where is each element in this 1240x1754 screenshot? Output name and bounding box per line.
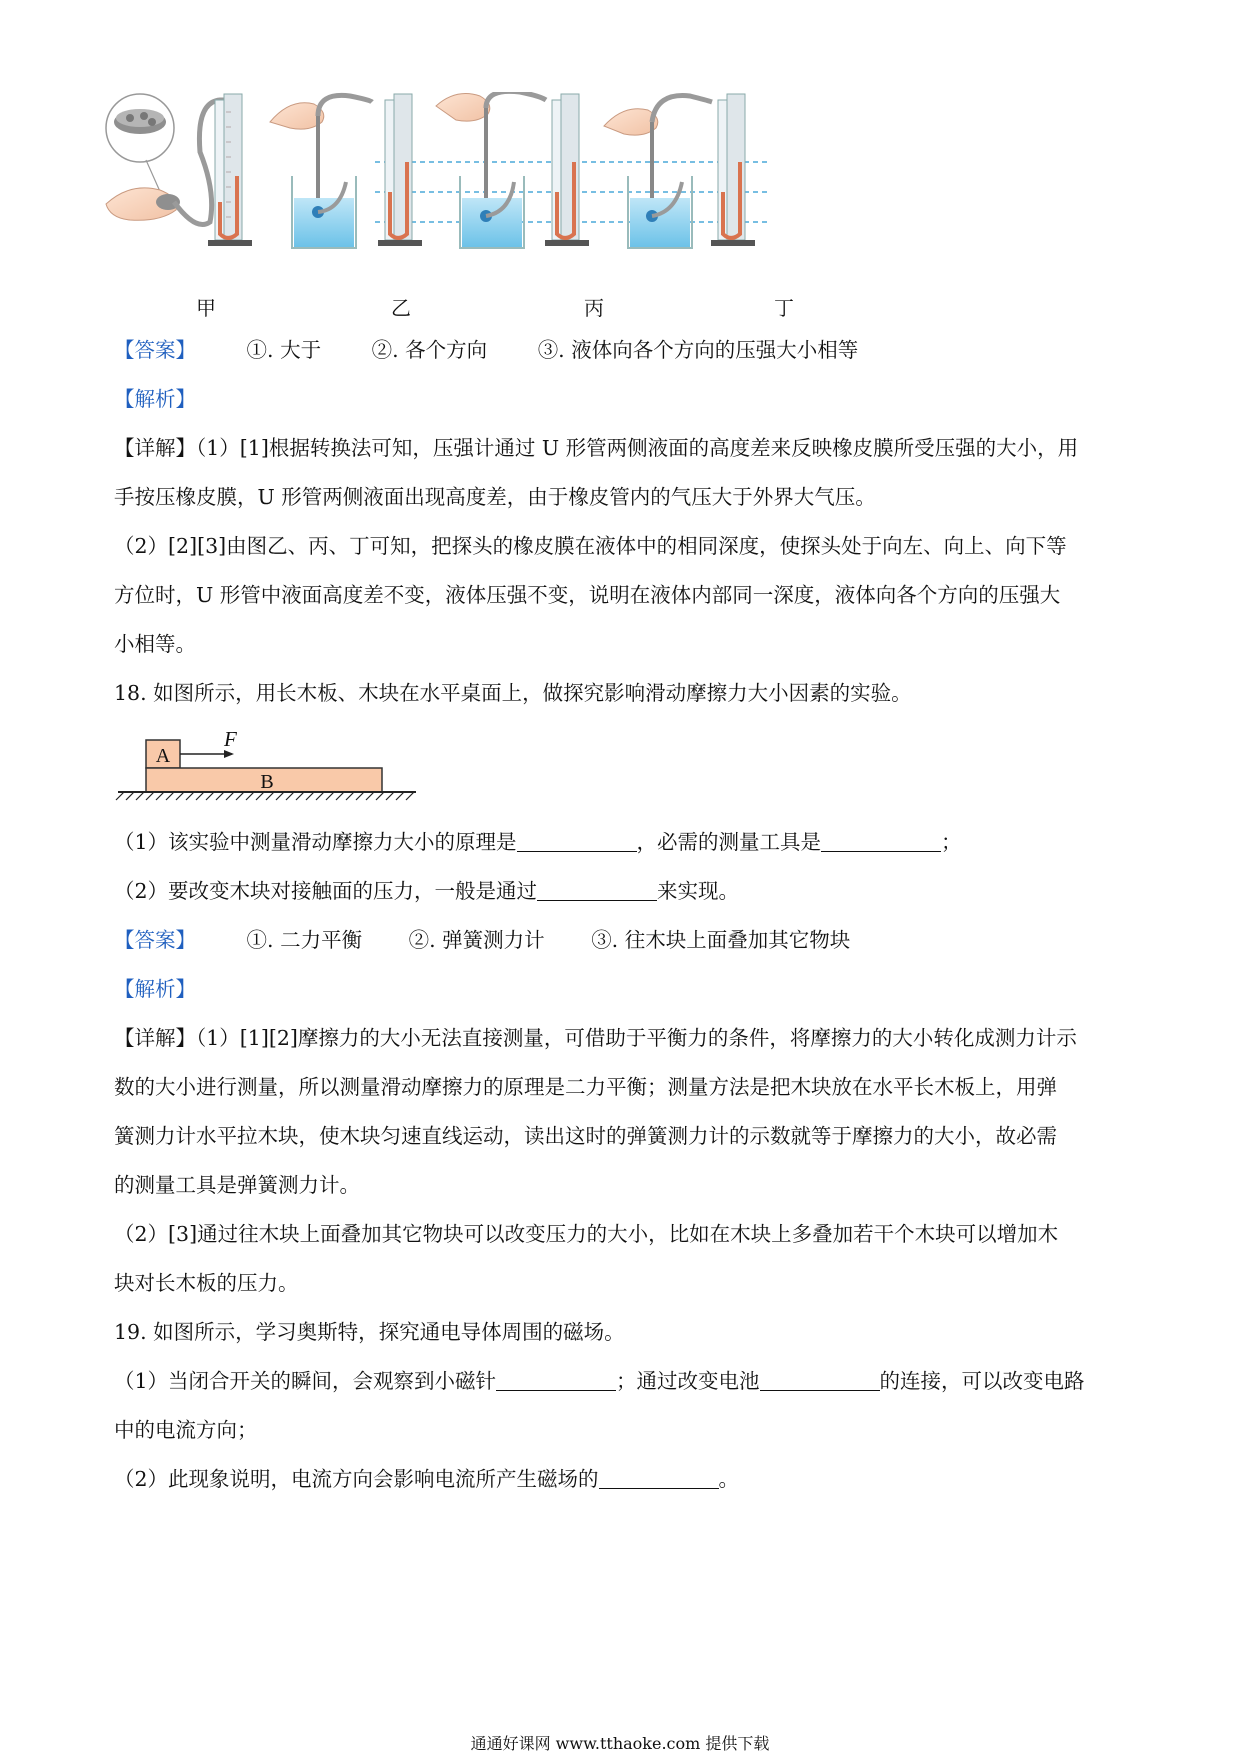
answer-tag: 【答案】 [114, 928, 196, 952]
q18-stem: 18. 如图所示，用长木板、木块在水平桌面上，做探究影响滑动摩擦力大小因素的实验。 [114, 681, 912, 705]
q17-answer-3: ③. 液体向各个方向的压强大小相等 [537, 338, 859, 362]
block-a-label: A [155, 745, 171, 767]
q17-answer-2: ②. 各个方向 [371, 338, 488, 362]
q17-detail-line-5: 小相等。 [114, 632, 196, 656]
setup-ding [604, 94, 755, 248]
q17-detail-line-4: 方位时，U 形管中液面高度差不变，液体压强不变，说明在液体内部同一深度，液体向各个方向的压强大 [114, 583, 1061, 607]
q17-answer-line [114, 338, 858, 362]
q18-detail-line-4: 的测量工具是弹簧测力计。 [114, 1173, 360, 1197]
page-footer: 通通好课网 www.tthaoke.com 提供下载 [470, 1734, 770, 1753]
answer-blank [537, 880, 657, 901]
setup-yi [270, 94, 422, 248]
friction-figure [112, 726, 422, 802]
q18-detail-line-6: 块对长木板的压力。 [114, 1271, 299, 1295]
q18-sub2: （2）要改变木块对接触面的压力，一般是通过 来实现。 [114, 879, 740, 903]
q18-answer-1: ①. 二力平衡 [246, 928, 363, 952]
detail-tag: 【详解】 [114, 1026, 196, 1050]
detail-tag: 【详解】 [114, 436, 196, 460]
answer-blank [517, 831, 637, 852]
pressure-gauge-figure [100, 92, 880, 292]
board-b-label: B [260, 771, 274, 793]
q18-answer-2: ②. 弹簧测力计 [408, 928, 545, 952]
q18-detail-line-3: 簧测力计水平拉木块，使木块匀速直线运动，读出这时的弹簧测力计的示数就等于摩擦力的大小，故必需 [114, 1124, 1057, 1148]
q17-detail-line-2: 手按压橡皮膜，U 形管两侧液面出现高度差，由于橡皮管内的气压大于外界大气压。 [114, 485, 876, 509]
q18-detail-line-1: 【详解】（1）[1][2]摩擦力的大小无法直接测量，可借助于平衡力的条件，将摩擦力的大小转化成测力计示 [114, 1026, 1077, 1050]
answer-blank [496, 1370, 616, 1391]
q19-sub1-cont: 中的电流方向； [114, 1418, 258, 1442]
figure-label-ding: 丁 [774, 296, 794, 320]
answer-tag: 【答案】 [114, 338, 196, 362]
q18-sub1: （1）该实验中测量滑动摩擦力大小的原理是 ，必需的测量工具是 ； [114, 830, 962, 854]
figure-label-bing: 丙 [584, 296, 604, 320]
setup-jia [106, 94, 252, 246]
q18-answer-line [114, 928, 850, 952]
answer-blank [760, 1370, 880, 1391]
q18-detail-line-5: （2）[3]通过往木块上面叠加其它物块可以改变压力的大小，比如在木块上多叠加若干个木块可以增加木 [114, 1222, 1059, 1246]
force-f-label: F [224, 727, 237, 751]
q19-sub2: （2）此现象说明，电流方向会影响电流所产生磁场的 。 [114, 1467, 740, 1491]
q19-sub1: （1）当闭合开关的瞬间，会观察到小磁针 ；通过改变电池 的连接，可以改变电路 [114, 1369, 1085, 1393]
q17-detail-line-3: （2）[2][3]由图乙、丙、丁可知，把探头的橡皮膜在液体中的相同深度，使探头处于向左、向上、向下等 [114, 534, 1067, 558]
q18-detail-line-2: 数的大小进行测量，所以测量滑动摩擦力的原理是二力平衡；测量方法是把木块放在水平长木板上，用弹 [114, 1075, 1057, 1099]
q19-stem: 19. 如图所示，学习奥斯特，探究通电导体周围的磁场。 [114, 1320, 625, 1344]
analysis-tag: 【解析】 [114, 387, 196, 411]
answer-blank [821, 831, 941, 852]
analysis-tag: 【解析】 [114, 977, 196, 1001]
q17-answer-1: ①. 大于 [246, 338, 322, 362]
setup-bing [436, 92, 589, 248]
figure-label-jia: 甲 [196, 296, 216, 320]
answer-blank [599, 1468, 719, 1489]
q18-answer-3: ③. 往木块上面叠加其它物块 [591, 928, 851, 952]
q17-detail-line-1: 【详解】（1）[1]根据转换法可知，压强计通过 U 形管两侧液面的高度差来反映橡皮膜所受压强的大小，用 [114, 436, 1079, 460]
figure-label-yi: 乙 [391, 296, 411, 320]
